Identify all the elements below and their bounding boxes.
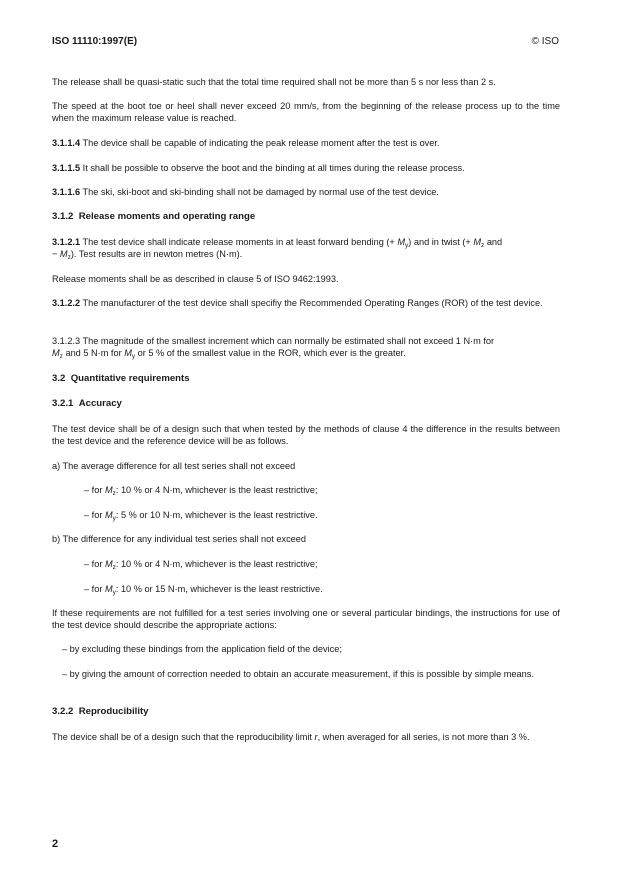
subscript: y — [112, 589, 116, 596]
clause-number: 3.1.2.1 — [52, 237, 81, 247]
heading-number: 3.2.2 — [52, 706, 74, 717]
heading-3-2-1 — [52, 398, 560, 410]
symbol: M — [124, 348, 132, 359]
list-a-item — [84, 484, 554, 496]
symbol: M — [473, 237, 482, 247]
item-text: – for — [84, 559, 105, 569]
clause-3-1-1-6 — [52, 186, 560, 198]
item-text: : 10 % or 15 N·m, whichever is the least restrictive. — [115, 584, 323, 594]
paragraph-requirements-not-fulfilled: If these requirements are not fulfilled for a test series involving one or several particular bindings, the instructions for use of the test device should describe the appropriate actions: — [52, 608, 560, 631]
heading-title: Quantitative requirements — [70, 373, 190, 384]
list-b-heading: b) The difference for any individual test series shall not exceed — [52, 534, 306, 544]
item-text: – for — [84, 510, 105, 520]
clause-text: ). Test results are in newton metres (N·m). — [70, 249, 243, 260]
symbol: M — [52, 348, 60, 359]
heading-3-2-2 — [52, 706, 560, 718]
heading-number: 3.2 — [52, 373, 66, 384]
list-a-heading: a) The average difference for all test series shall not exceed — [52, 461, 296, 471]
paragraph-reproducibility — [52, 731, 560, 743]
clause-text: or 5 % of the smallest value in the ROR, which ever is the greater. — [135, 348, 406, 359]
clause-text: and — [484, 237, 503, 247]
paragraph-accuracy: The test device shall be of a design such that when tested by the methods of clause 4 the difference in the results between the test device and the reference device will be as follows. — [52, 424, 560, 447]
clause-text: It shall be possible to observe the boot and the binding at all times during the release process. — [82, 163, 465, 173]
symbol: r — [314, 732, 318, 742]
item-text: – for — [84, 584, 105, 594]
action-item: – by excluding these bindings from the application field of the device; — [62, 644, 342, 654]
heading-title: Accuracy — [78, 398, 122, 409]
item-text: : 5 % or 10 N·m, whichever is the least restrictive. — [115, 510, 318, 520]
clause-number: 3.1.2.2 — [52, 298, 81, 308]
symbol: M — [397, 237, 405, 247]
symbol: M — [104, 584, 113, 594]
clause-3-1-2-1 — [52, 236, 560, 261]
paragraph-release-time: The release shall be quasi-static such that the total time required shall not be more than 5 s nor less than 2 s. — [52, 77, 496, 87]
subscript: z — [481, 242, 485, 249]
clause-number: 3.1.1.5 — [52, 163, 81, 173]
symbol: M — [104, 485, 113, 495]
list-b-item — [84, 558, 554, 570]
clause-text: The magnitude of the smallest increment which can normally be estimated shall not exceed 1 N·m for — [82, 336, 495, 346]
subscript: z — [112, 490, 116, 497]
item-text: – for — [84, 485, 105, 495]
clause-number: 3.1.1.4 — [52, 138, 81, 148]
item-text: : 10 % or 4 N·m, whichever is the least restrictive; — [115, 559, 318, 569]
clause-3-1-2-2 — [52, 297, 560, 309]
copyright-mark: © ISO — [531, 36, 559, 47]
symbol: M — [104, 510, 113, 520]
subscript: z — [67, 254, 71, 262]
subscript: y — [112, 515, 116, 522]
paragraph-text: , when averaged for all series, is not more than 3 %. — [317, 732, 530, 742]
paragraph-release-moments: Release moments shall be as described in clause 5 of ISO 9462:1993. — [52, 274, 339, 284]
heading-number: 3.2.1 — [52, 398, 74, 409]
clause-3-1-2-3 — [52, 335, 560, 360]
action-item: – by giving the amount of correction needed to obtain an accurate measurement, if this is possible by simple means. — [62, 669, 534, 679]
heading-3-2 — [52, 373, 560, 385]
clause-3-1-1-4 — [52, 137, 560, 149]
subscript: y — [131, 353, 136, 361]
clause-text: ) and in twist (+ — [408, 237, 474, 247]
clause-number: 3.1.2.3 — [52, 336, 81, 346]
subscript: z — [59, 353, 63, 361]
clause-text: − — [52, 249, 60, 260]
paragraph-boot-speed: The speed at the boot toe or heel shall never exceed 20 mm/s, from the beginning of the release process up to the time when the maximum release value is reached. — [52, 101, 560, 124]
heading-title: Release moments and operating range — [78, 211, 256, 222]
clause-3-1-1-5 — [52, 162, 560, 174]
heading-number: 3.1.2 — [52, 211, 74, 222]
standard-id: ISO 11110:1997(E) — [52, 36, 138, 47]
heading-title: Reproducibility — [78, 706, 149, 717]
heading-3-1-2 — [52, 211, 560, 223]
clause-text: The manufacturer of the test device shall specifiy the Recommended Operating Ranges (ROR) of the test device. — [82, 298, 543, 308]
item-text: : 10 % or 4 N·m, whichever is the least restrictive; — [115, 485, 318, 495]
symbol: M — [59, 249, 68, 260]
paragraph-text: The device shall be of a design such that the reproducibility limit — [52, 732, 315, 742]
clause-text: The test device shall indicate release moments in at least forward bending (+ — [82, 237, 398, 247]
list-a-item — [84, 509, 554, 521]
subscript: z — [112, 564, 116, 571]
symbol: M — [104, 559, 113, 569]
subscript: y — [405, 242, 409, 249]
clause-number: 3.1.1.6 — [52, 187, 81, 197]
clause-text: The ski, ski-boot and ski-binding shall not be damaged by normal use of the test device. — [82, 187, 439, 197]
page-header — [52, 36, 559, 50]
clause-text: and 5 N·m for — [62, 348, 125, 359]
page-number: 2 — [52, 838, 59, 850]
list-b-item — [84, 583, 554, 595]
clause-text: The device shall be capable of indicating the peak release moment after the test is over. — [82, 138, 440, 148]
